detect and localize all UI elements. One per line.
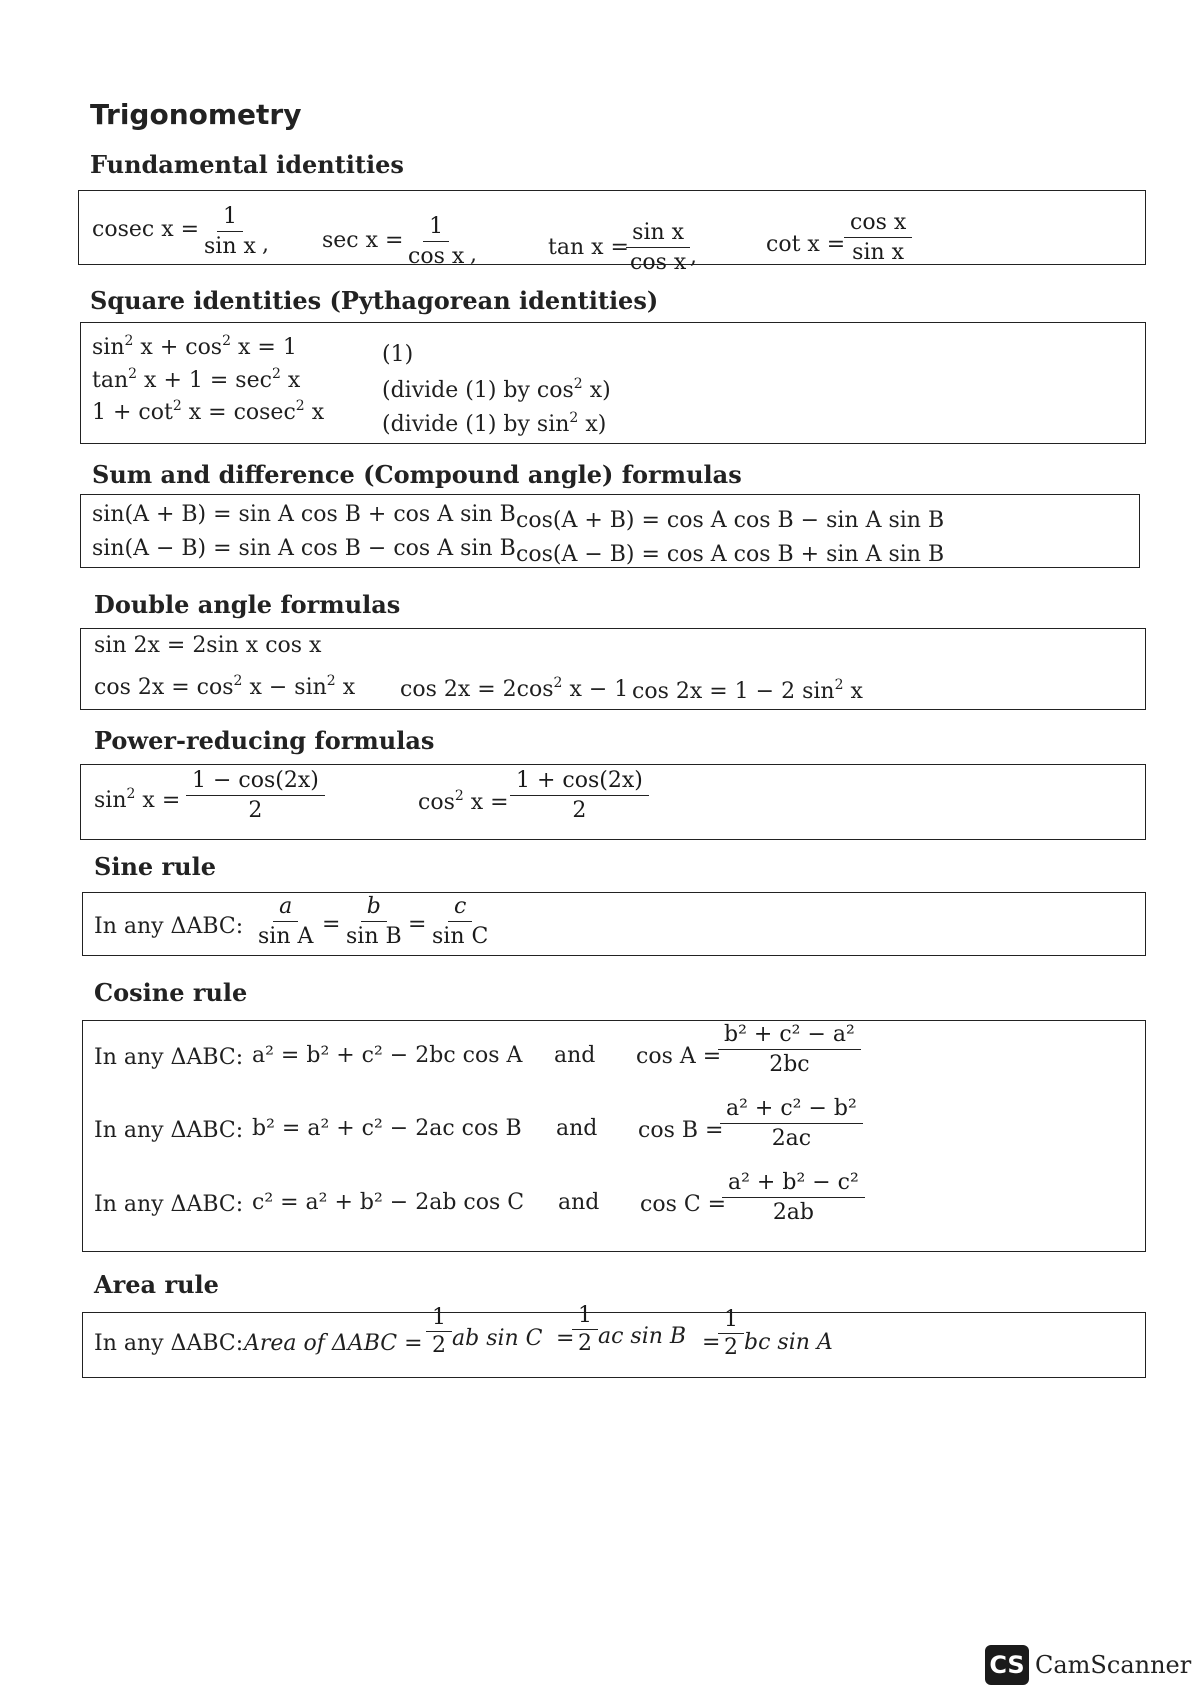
cosine-r2-fraction: $\frac{\text{a² + c² − b²}}{2ac}$ (720, 1096, 863, 1152)
area-term-2: ac sin B (598, 1324, 687, 1349)
area-term-1: ab sin C (452, 1326, 543, 1351)
heading-area-rule: Area rule (94, 1270, 219, 1299)
area-half-fraction-3: $\frac{1}{2}$ (718, 1308, 744, 1359)
cosec-fraction: $\frac{1}{\text{sin x}}$ (204, 204, 256, 260)
square-row3-note: (divide (1) by $\sin^2 x$) (382, 410, 607, 437)
tan-lhs: tan x = (548, 235, 629, 260)
cosine-r1-lhs: cos A = (636, 1044, 722, 1069)
cosine-r1-and: and (554, 1043, 596, 1068)
heading-double: Double angle formulas (94, 590, 401, 619)
cot-fraction: $\frac{\text{cos x}}{\text{sin x}}$ (844, 210, 912, 266)
square-row1-note: (1) (382, 342, 414, 367)
double-r1: sin 2x = 2sin x cos x (94, 633, 322, 658)
cosine-r2-and: and (556, 1116, 598, 1141)
cosine-r3-fraction: $\frac{\text{a² + b² − c²}}{2ab}$ (722, 1170, 865, 1226)
compound-r1b: cos(A + B) = cos A cos B − sin A sin B (516, 508, 945, 533)
equals-sign: = (322, 912, 341, 937)
sine-rule-a-fraction: $\frac{a}{\text{sin A}}$ (258, 894, 314, 950)
double-r2c: cos 2x = 1 − 2 $\sin^2 x$ (632, 677, 863, 704)
sine-rule-c-fraction: $\frac{c}{\text{sin C}}$ (432, 894, 489, 950)
equals-sign: = (702, 1330, 721, 1355)
area-half-fraction-1: $\frac{1}{2}$ (426, 1306, 452, 1357)
square-row2-eq: $\tan^2 x + 1 = \sec^2 x$ (92, 366, 301, 393)
area-prefix: In any ΔABC: (94, 1331, 244, 1356)
cosine-r1-eq: a² = b² + c² − 2bc cos A (252, 1043, 523, 1068)
camscanner-logo-icon: CS (985, 1645, 1029, 1685)
camscanner-text: CamScanner (1035, 1651, 1192, 1679)
compound-r2a: sin(A − B) = sin A cos B − cos A sin B (92, 536, 516, 561)
cosine-r3-lhs: cos C = (640, 1192, 727, 1217)
heading-cosine-rule: Cosine rule (94, 978, 248, 1007)
page-title: Trigonometry (90, 98, 302, 131)
square-row3-eq: $1 + \cot^2 x = cosec^2$ x (92, 398, 325, 425)
comma: , (690, 244, 697, 269)
compound-r2b: cos(A − B) = cos A cos B + sin A sin B (516, 542, 945, 567)
cosine-r2-prefix: In any ΔABC: (94, 1118, 244, 1143)
equals-sign: = (408, 912, 427, 937)
comma: , (470, 242, 477, 267)
cot-lhs: cot x = (766, 232, 846, 257)
cosine-r1-fraction: $\frac{\text{b² + c² − a²}}{2bc}$ (718, 1022, 861, 1078)
equals-sign: = (556, 1326, 575, 1351)
heading-fundamental: Fundamental identities (90, 150, 404, 179)
square-row2-note: (divide (1) by $\cos^2 x$) (382, 376, 611, 403)
camscanner-watermark (985, 1645, 1191, 1685)
cosine-r2-lhs: cos B = (638, 1118, 724, 1143)
power-sin-lhs: $\sin^2 x$ = (94, 786, 181, 813)
area-label: Area of ΔABC = (244, 1331, 423, 1356)
power-sin-fraction: $\frac{1 - \cos(2x)}{2}$ (186, 768, 325, 824)
tan-fraction: $\frac{\text{sin x}}{\text{cos x}}$ (624, 220, 692, 276)
power-cos-lhs: $\cos^2 x$ = (418, 788, 509, 815)
cosine-r3-eq: c² = a² + b² − 2ab cos C (252, 1190, 525, 1215)
area-half-fraction-2: $\frac{1}{2}$ (572, 1304, 598, 1355)
cosine-r3-prefix: In any ΔABC: (94, 1192, 244, 1217)
cosine-r1-prefix: In any ΔABC: (94, 1045, 244, 1070)
heading-square: Square identities (Pythagorean identities) (90, 286, 659, 315)
cosine-r3-and: and (558, 1190, 600, 1215)
double-r2a: $\cos 2x = \cos^2 x - \sin^2 x$ (94, 673, 356, 700)
sec-fraction: $\frac{1}{\text{cos x}}$ (408, 214, 465, 270)
sec-lhs: sec x = (322, 228, 404, 253)
sine-rule-b-fraction: $\frac{b}{\text{sin B}}$ (346, 894, 402, 950)
area-term-3: bc sin A (744, 1330, 833, 1355)
cosec-lhs: cosec x = (92, 217, 200, 242)
heading-compound: Sum and difference (Compound angle) formulas (92, 460, 742, 489)
heading-power: Power-reducing formulas (94, 726, 435, 755)
comma: , (262, 232, 269, 257)
square-row1-eq: $\sin^2 x + \cos^2 x = 1$ (92, 333, 297, 360)
power-cos-fraction: $\frac{1 + \cos(2x)}{2}$ (510, 768, 649, 824)
cosine-r2-eq: b² = a² + c² − 2ac cos B (252, 1116, 522, 1141)
heading-sine-rule: Sine rule (94, 852, 217, 881)
sine-rule-prefix: In any ΔABC: (94, 914, 244, 939)
compound-r1a: sin(A + B) = sin A cos B + cos A sin B (92, 502, 516, 527)
double-r2b: $\cos 2x = 2\cos^2$ x − 1 (400, 675, 629, 702)
